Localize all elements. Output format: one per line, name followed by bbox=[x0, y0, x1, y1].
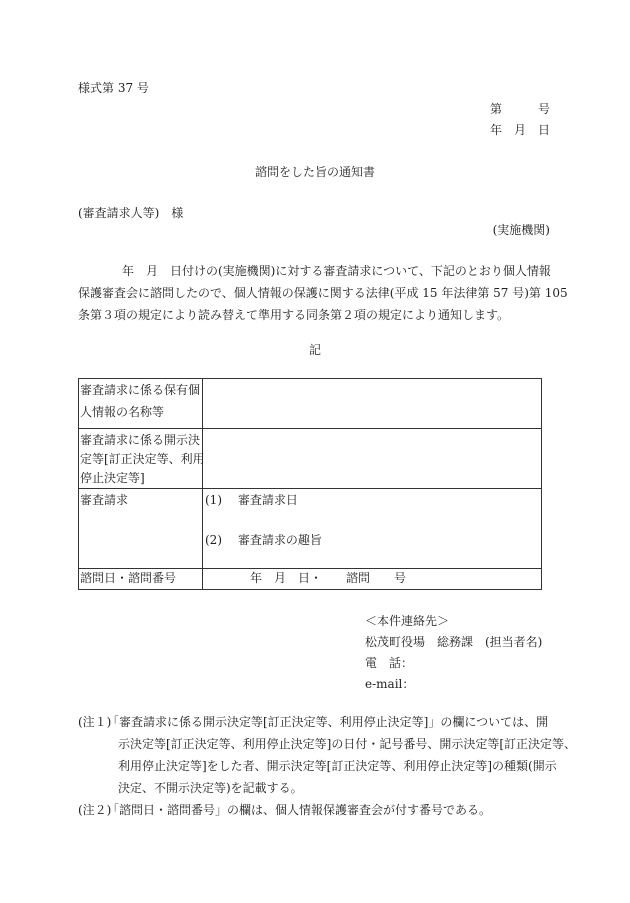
row-label-request: 審査請求 bbox=[79, 489, 203, 569]
table-row bbox=[79, 379, 542, 429]
note-line: 決定、不開示決定等)を記載する。 bbox=[118, 781, 303, 795]
row-value-request bbox=[203, 489, 542, 569]
body-line: 年 月 日付けの(実施機関)に対する審査請求について、下記のとおり個人情報 bbox=[122, 264, 551, 278]
document-date: 年 月 日 bbox=[489, 123, 550, 137]
row-label-record-name: 審査請求に係る保有個 人情報の名称等 bbox=[79, 379, 203, 429]
addressee: (審査請求人等) 様 bbox=[78, 206, 184, 220]
request-purpose-item: (2) 審査請求の趣旨 bbox=[205, 533, 322, 547]
note-label: (注２) bbox=[78, 803, 112, 817]
note-line: 示決定等[訂正決定等、利用停止決定等]の日付・記号番号、開示決定等[訂正決定等、 bbox=[118, 737, 577, 751]
row-value-record-name bbox=[203, 379, 542, 429]
body-paragraph bbox=[78, 260, 568, 326]
note-1 bbox=[78, 711, 577, 799]
row-value-disclosure-decision bbox=[203, 429, 542, 489]
body-line: 条第３項の規定により読み替えて準用する同条第２項の規定により通知します。 bbox=[78, 308, 510, 322]
contact-office: 松茂町役場 総務課 (担当者名) bbox=[365, 635, 543, 649]
ki-heading: 記 bbox=[308, 343, 321, 357]
row-value-consultation: 年 月 日・ 諮問 号 bbox=[203, 569, 542, 590]
row-label-disclosure-decision: 審査請求に係る開示決 定等[訂正決定等、利用 停止決定等] bbox=[79, 429, 203, 489]
form-number: 様式第 37 号 bbox=[78, 81, 149, 95]
request-table bbox=[78, 378, 542, 590]
sender: (実施機関) bbox=[492, 223, 550, 237]
request-date-item: (1) 審査請求日 bbox=[205, 493, 298, 507]
table-row bbox=[79, 489, 542, 569]
note-line: 利用停止決定等]をした者、開示決定等[訂正決定等、利用停止決定等]の種類(開示 bbox=[118, 759, 557, 773]
table-row bbox=[79, 569, 542, 590]
document-title: 諮問をした旨の通知書 bbox=[254, 165, 375, 179]
contact-heading: ＜本件連絡先＞ bbox=[365, 614, 450, 628]
table-row bbox=[79, 429, 542, 489]
document-number: 第 号 bbox=[489, 102, 550, 116]
contact-email: e-mail： bbox=[365, 677, 415, 691]
note-line: 「審査請求に係る開示決定等[訂正決定等、利用停止決定等]」の欄については、開 bbox=[107, 715, 549, 729]
body-line: 保護審査会に諮問したので、個人情報の保護に関する法律(平成 15 年法律第 57 号)第 105 bbox=[78, 286, 568, 300]
row-label-consultation: 諮問日・諮問番号 bbox=[79, 569, 203, 590]
contact-phone: 電 話： bbox=[365, 656, 414, 670]
note-2 bbox=[78, 799, 558, 821]
notes-section bbox=[78, 711, 577, 821]
note-line: 「諮問日・諮問番号」の欄は、個人情報保護審査会が付す番号である。 bbox=[107, 803, 492, 817]
note-label: (注１) bbox=[78, 715, 112, 729]
